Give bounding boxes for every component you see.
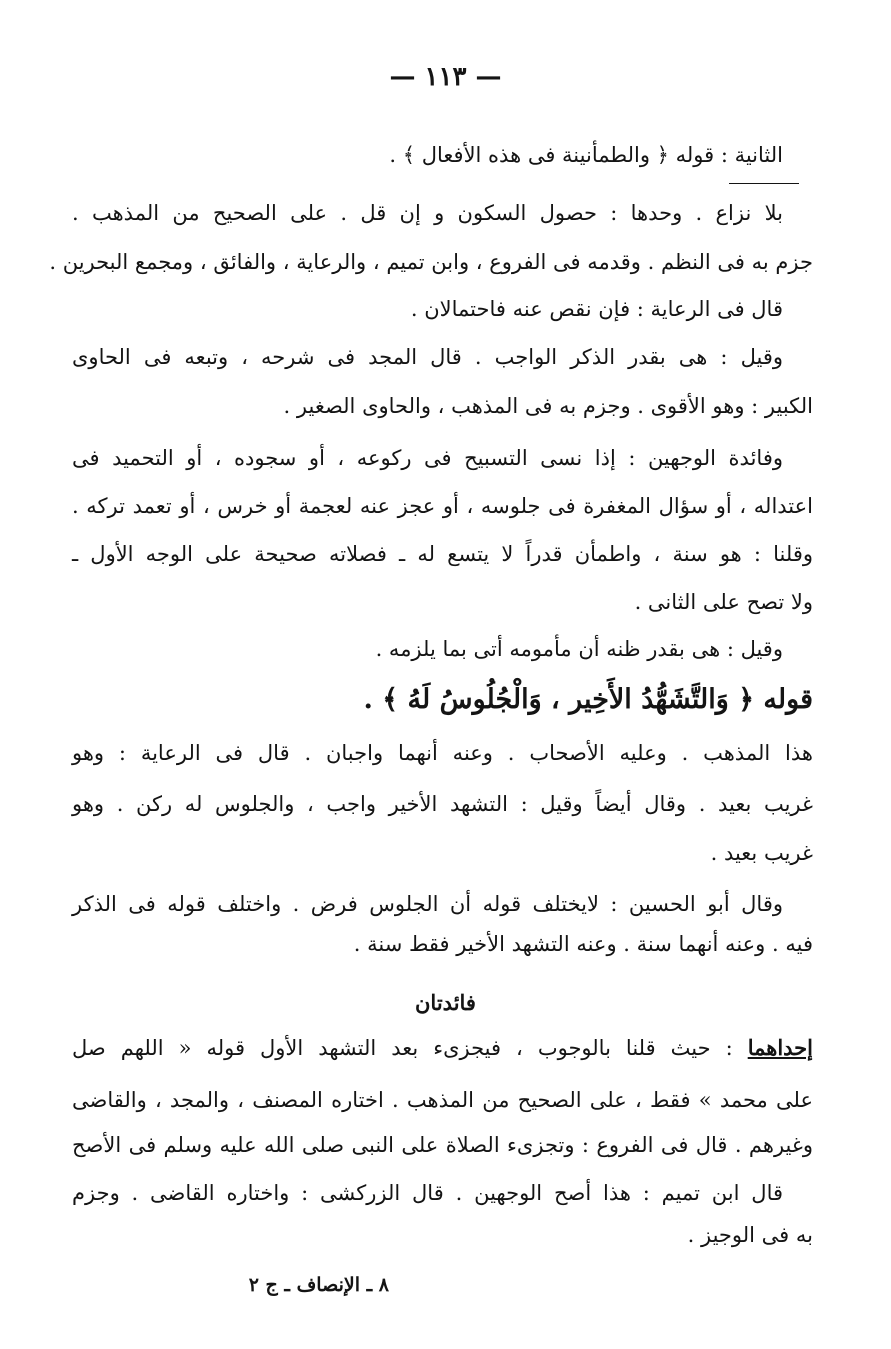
text-line: وفائدة الوجهين : إذا نسى التسبيح فى ركوعه ، أو سجوده ، أو التحميد فى <box>72 446 783 470</box>
text-line: غريب بعيد . <box>710 841 813 865</box>
text-line: وقيل : هى بقدر الذكر الواجب . قال المجد فى شرحه ، وتبعه فى الحاوى <box>72 345 783 369</box>
text-line: قال ابن تميم : هذا أصح الوجهين . قال الزركشى : واختاره القاضى . وجزم <box>72 1181 783 1205</box>
text-line <box>72 1037 813 1059</box>
text-line: به فى الوجيز . <box>687 1223 813 1247</box>
text-line: بلا نزاع . وحدها : حصول السكون و إن قل . على الصحيح من المذهب . <box>72 201 783 225</box>
text-line: فيه . وعنه أنهما سنة . وعنه التشهد الأخير فقط سنة . <box>353 932 813 956</box>
footer-signature: ٨ ـ الإنصاف ـ ج ٢ <box>248 1274 389 1296</box>
text-line: وقال أبو الحسين : لايختلف قوله أن الجلوس فرض . واختلف قوله فى الذكر <box>72 892 783 916</box>
text-line: اعتداله ، أو سؤال المغفرة فى جلوسه ، أو عجز عنه لعجمة أو خرس ، أو تعمد تركه . <box>72 494 813 518</box>
text-line: هذا المذهب . وعليه الأصحاب . وعنه أنهما واجبان . قال فى الرعاية : وهو <box>72 741 813 765</box>
section-heading: قوله ﴿ وَالتَّشَهُّدُ الأَخِير ، وَالْجُلُوسُ لَهُ ﴾ . <box>363 684 813 715</box>
text-line: وقيل : هى بقدر ظنه أن مأمومه أتى بما يلزمه . <box>375 637 783 661</box>
text-line: ولا تصح على الثانى . <box>634 590 813 614</box>
text-line: قال فى الرعاية : فإن نقص عنه فاحتمالان . <box>410 297 783 321</box>
text-line: وغيرهم . قال فى الفروع : وتجزىء الصلاة على النبى صلى الله عليه وسلم فى الأصح <box>72 1133 813 1157</box>
text-line: وقلنا : هو سنة ، واطمأن قدراً لا يتسع له ـ فصلاته صحيحة على الوجه الأول ـ <box>72 542 813 566</box>
page-number: — ١١٣ — <box>389 62 502 92</box>
faidatan-heading: فائدتان <box>415 990 476 1015</box>
text-line: الثانية : قوله ﴿ والطمأنينة فى هذه الأفعال ﴾ . <box>389 143 783 167</box>
lead-word: إحداهما <box>747 1035 813 1060</box>
text-line: الكبير : وهو الأقوى . وجزم به فى المذهب ، والحاوى الصغير . <box>283 394 813 418</box>
text-span: : حيث قلنا بالوجوب ، فيجزىء بعد التشهد الأول قوله « اللهم صل <box>72 1036 733 1060</box>
text-line: جزم به فى النظم . وقدمه فى الفروع ، وابن تميم ، والرعاية ، والفائق ، ومجمع البحرين . <box>49 250 813 274</box>
text-line: غريب بعيد . وقال أيضاً وقيل : التشهد الأخير واجب ، والجلوس له ركن . وهو <box>72 792 813 816</box>
text-line: على محمد » فقط ، على الصحيح من المذهب . اختاره المصنف ، والمجد ، والقاضى <box>72 1088 813 1112</box>
heading-underline <box>729 183 799 184</box>
